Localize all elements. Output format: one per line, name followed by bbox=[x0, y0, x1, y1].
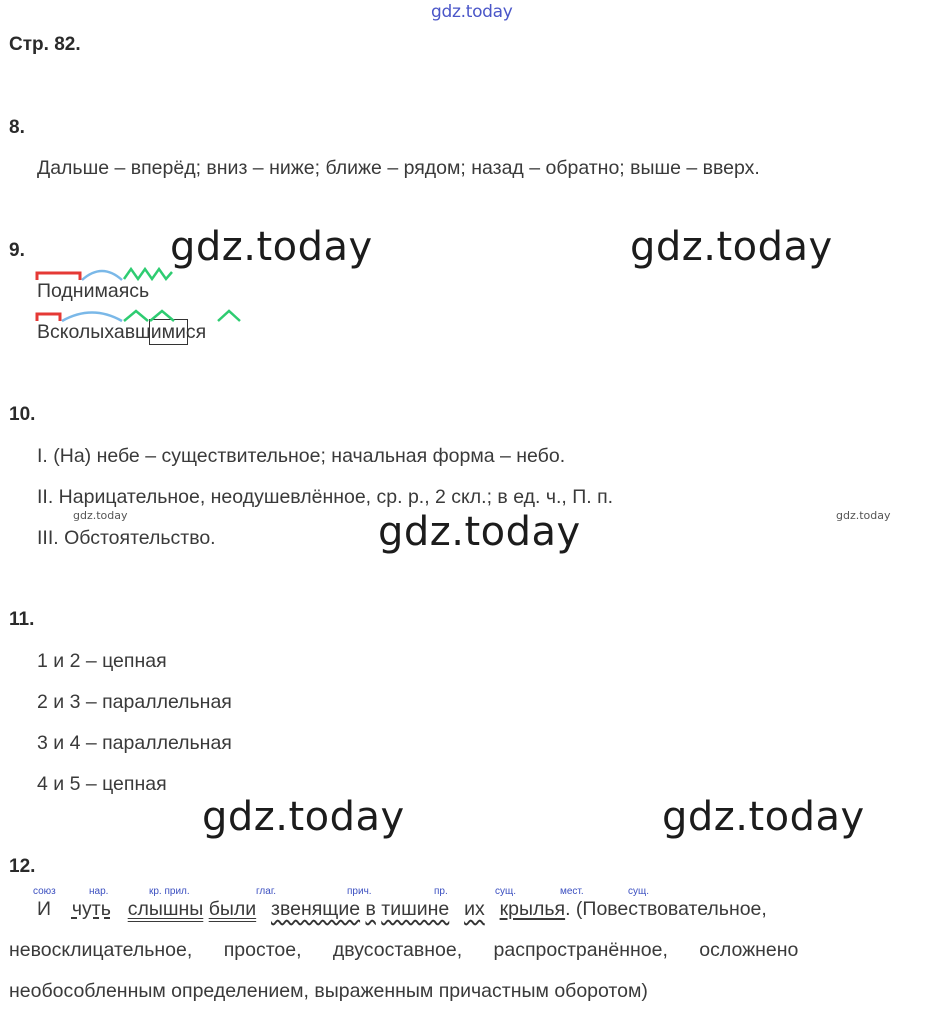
task11-line: 4 и 5 – цепная bbox=[37, 773, 167, 795]
task9-ending-box: ими bbox=[150, 321, 186, 343]
word-adverb: чуть bbox=[71, 898, 111, 920]
task11-number: 11. bbox=[9, 609, 35, 630]
pos-label: кр. прил. bbox=[149, 886, 190, 897]
task9-word2-before: Всколыхавш bbox=[37, 321, 151, 343]
suffix-mark bbox=[124, 269, 172, 279]
watermark-big: gdz.today bbox=[662, 794, 865, 840]
task11-line: 1 и 2 – цепная bbox=[37, 650, 167, 672]
watermark-small: gdz.today bbox=[836, 509, 891, 522]
task9-word1: Поднимаясь bbox=[37, 280, 150, 302]
word-short-adjective: слышны bbox=[127, 898, 204, 920]
watermark-top: gdz.today bbox=[431, 2, 513, 22]
task10-line: I. (На) небе – существительное; начальная форма – небо. bbox=[37, 445, 566, 467]
prefix-mark bbox=[37, 273, 80, 280]
task8-number: 8. bbox=[9, 117, 25, 138]
page-label: Стр. 82. bbox=[9, 34, 81, 55]
watermark-small: gdz.today bbox=[73, 509, 128, 522]
watermark-big: gdz.today bbox=[170, 224, 373, 270]
pos-label: нар. bbox=[89, 886, 109, 897]
sentence-line2: невосклицательное, простое, двусоставное, распространённое, осложнено bbox=[9, 939, 799, 961]
task9-number: 9. bbox=[9, 240, 25, 261]
suffix-mark bbox=[218, 311, 240, 321]
task10-line: II. Нарицательное, неодушевлённое, ср. р., 2 скл.; в ед. ч., П. п. bbox=[37, 486, 614, 508]
pos-label: сущ. bbox=[495, 886, 517, 897]
task11-line: 3 и 4 – параллельная bbox=[37, 732, 232, 754]
root-mark bbox=[82, 271, 122, 280]
word-conjunction: И bbox=[37, 898, 52, 920]
root-mark bbox=[62, 313, 122, 322]
task9-word2-after: ся bbox=[185, 321, 207, 343]
pos-label: союз bbox=[33, 886, 56, 897]
watermark-big: gdz.today bbox=[630, 224, 833, 270]
suffix-mark bbox=[124, 311, 148, 321]
task11-line: 2 и 3 – параллельная bbox=[37, 691, 232, 713]
pos-label: сущ. bbox=[628, 886, 650, 897]
watermark-big: gdz.today bbox=[202, 794, 405, 840]
task10-line: III. Обстоятельство. bbox=[37, 527, 216, 549]
sentence-line1-tail: . (Повествовательное, bbox=[565, 898, 767, 920]
word-verb: были bbox=[208, 898, 257, 920]
task10-number: 10. bbox=[9, 404, 36, 425]
sentence-line1 bbox=[37, 898, 767, 921]
pos-label: прич. bbox=[347, 886, 372, 897]
word-noun: тишине bbox=[381, 898, 450, 920]
pos-label: мест. bbox=[560, 886, 584, 897]
word-preposition: в bbox=[365, 898, 376, 920]
watermark-big: gdz.today bbox=[378, 509, 581, 555]
word-subject-noun: крылья bbox=[499, 898, 566, 920]
task8-text: Дальше – вперёд; вниз – ниже; ближе – рядом; назад – обратно; выше – вверх. bbox=[37, 157, 760, 179]
pos-label: глаг. bbox=[256, 886, 277, 897]
prefix-mark bbox=[37, 314, 60, 321]
suffix-mark bbox=[150, 311, 174, 321]
word-pronoun: их bbox=[464, 898, 485, 920]
task12-number: 12. bbox=[9, 856, 36, 877]
word-participle: звенящие bbox=[271, 898, 361, 920]
sentence-line3: необособленным определением, выраженным причастным оборотом) bbox=[9, 980, 648, 1002]
pos-label: пр. bbox=[434, 886, 448, 897]
